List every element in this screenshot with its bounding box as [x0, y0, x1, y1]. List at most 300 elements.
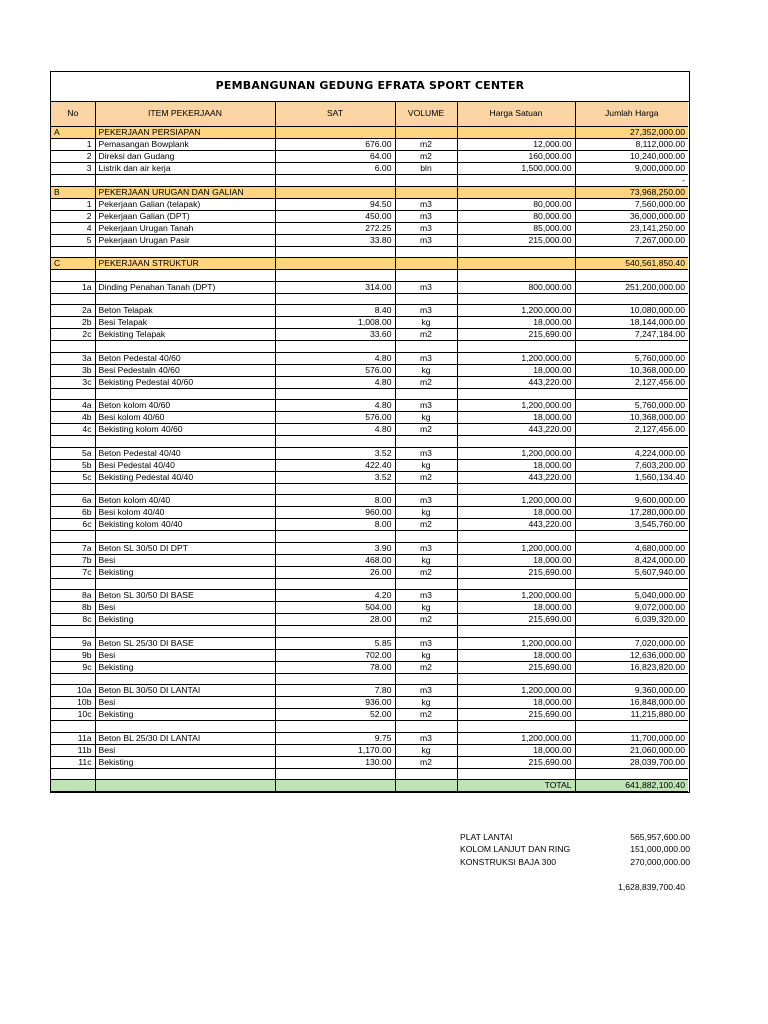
- row-item: [95, 293, 275, 305]
- header-item: ITEM PEKERJAAN: [95, 102, 275, 126]
- row-item: Beton Pedestal 40/60: [95, 352, 275, 364]
- row-jumlah-harga: 7,247,184.00: [575, 329, 688, 341]
- row-jumlah-harga: 641,882,100.40: [575, 780, 688, 792]
- row-harga-satuan: TOTAL: [457, 780, 575, 792]
- row-no: [51, 578, 95, 590]
- row-jumlah-harga: 7,603,200.00: [575, 459, 688, 471]
- row-no: 7a: [51, 542, 95, 554]
- row-volume: [395, 721, 457, 733]
- row-sat: 8.00: [275, 495, 395, 507]
- header-sat: SAT: [275, 102, 395, 126]
- row-item: Besi Telapak: [95, 317, 275, 329]
- table-row: [51, 495, 688, 507]
- row-sat: [275, 626, 395, 638]
- rab-table: [51, 102, 688, 792]
- table-row: [51, 685, 688, 697]
- row-harga-satuan: 18,000.00: [457, 602, 575, 614]
- row-volume: m3: [395, 732, 457, 744]
- row-harga-satuan: 215,690.00: [457, 566, 575, 578]
- row-jumlah-harga: 6,039,320.00: [575, 614, 688, 626]
- row-item: [95, 341, 275, 353]
- row-sat: 130.00: [275, 756, 395, 768]
- table-row: [51, 566, 688, 578]
- row-no: 3: [51, 162, 95, 174]
- table-row: [51, 388, 688, 400]
- table-row: [51, 293, 688, 305]
- row-item: Beton SL 30/50 DI DPT: [95, 542, 275, 554]
- row-volume: [395, 780, 457, 792]
- row-harga-satuan: 215,690.00: [457, 329, 575, 341]
- row-no: 10c: [51, 709, 95, 721]
- row-item: Dinding Penahan Tanah (DPT): [95, 281, 275, 293]
- row-jumlah-harga: 8,112,000.00: [575, 138, 688, 150]
- header-jumlah-harga: Jumlah Harga: [575, 102, 688, 126]
- row-harga-satuan: 443,220.00: [457, 471, 575, 483]
- table-row: [51, 744, 688, 756]
- header-volume: VOLUME: [395, 102, 457, 126]
- row-sat: [275, 186, 395, 198]
- row-volume: [395, 578, 457, 590]
- row-volume: [395, 341, 457, 353]
- row-no: 3c: [51, 376, 95, 388]
- row-volume: [395, 174, 457, 186]
- row-jumlah-harga: 16,848,000.00: [575, 697, 688, 709]
- row-volume: kg: [395, 412, 457, 424]
- row-item: PEKERJAAN URUGAN DAN GALIAN: [95, 186, 275, 198]
- table-row: [51, 281, 688, 293]
- row-sat: [275, 341, 395, 353]
- row-volume: [395, 246, 457, 258]
- row-jumlah-harga: 73,968,250.00: [575, 186, 688, 198]
- row-sat: 28.00: [275, 614, 395, 626]
- row-jumlah-harga: [575, 246, 688, 258]
- table-row: [51, 198, 688, 210]
- row-no: 7b: [51, 554, 95, 566]
- row-volume: m2: [395, 709, 457, 721]
- row-sat: 7.80: [275, 685, 395, 697]
- row-harga-satuan: 18,000.00: [457, 364, 575, 376]
- row-no: 1: [51, 198, 95, 210]
- row-sat: 936.00: [275, 697, 395, 709]
- row-harga-satuan: [457, 673, 575, 685]
- row-harga-satuan: [457, 246, 575, 258]
- row-item: Direksi dan Gudang: [95, 150, 275, 162]
- row-sat: 4.80: [275, 376, 395, 388]
- row-volume: kg: [395, 507, 457, 519]
- row-no: [51, 673, 95, 685]
- row-sat: 78.00: [275, 661, 395, 673]
- row-no: 3a: [51, 352, 95, 364]
- row-sat: 4.80: [275, 352, 395, 364]
- row-jumlah-harga: 9,000,000.00: [575, 162, 688, 174]
- row-harga-satuan: 215,690.00: [457, 661, 575, 673]
- row-sat: 468.00: [275, 554, 395, 566]
- row-harga-satuan: 1,200,000.00: [457, 305, 575, 317]
- table-row: [51, 471, 688, 483]
- row-jumlah-harga: 3,545,760.00: [575, 519, 688, 531]
- row-volume: kg: [395, 554, 457, 566]
- table-row: [51, 531, 688, 543]
- row-no: B: [51, 186, 95, 198]
- row-no: 4a: [51, 400, 95, 412]
- row-harga-satuan: 800,000.00: [457, 281, 575, 293]
- row-volume: m3: [395, 495, 457, 507]
- row-no: 9c: [51, 661, 95, 673]
- row-jumlah-harga: 17,280,000.00: [575, 507, 688, 519]
- row-jumlah-harga: 10,368,000.00: [575, 364, 688, 376]
- row-item: Besi Pedestaln 40/60: [95, 364, 275, 376]
- table-row: [51, 424, 688, 436]
- table-header-row: [51, 102, 688, 126]
- row-harga-satuan: 215,000.00: [457, 234, 575, 246]
- row-sat: [275, 436, 395, 448]
- row-jumlah-harga: [575, 626, 688, 638]
- row-harga-satuan: 18,000.00: [457, 744, 575, 756]
- row-item: Bekisting: [95, 661, 275, 673]
- row-volume: kg: [395, 364, 457, 376]
- table-row: [51, 721, 688, 733]
- table-body: [51, 126, 688, 792]
- row-jumlah-harga: 5,607,940.00: [575, 566, 688, 578]
- row-volume: m2: [395, 661, 457, 673]
- row-volume: [395, 270, 457, 282]
- row-volume: m3: [395, 637, 457, 649]
- row-jumlah-harga: 10,368,000.00: [575, 412, 688, 424]
- row-harga-satuan: 1,200,000.00: [457, 352, 575, 364]
- table-row: [51, 150, 688, 162]
- row-jumlah-harga: 28,039,700.00: [575, 756, 688, 768]
- row-item: [95, 780, 275, 792]
- summary-value: 270,000,000.00: [630, 856, 690, 867]
- row-no: 11b: [51, 744, 95, 756]
- row-no: 2: [51, 150, 95, 162]
- row-volume: m3: [395, 198, 457, 210]
- row-volume: m2: [395, 150, 457, 162]
- row-sat: [275, 531, 395, 543]
- sheet-title: PEMBANGUNAN GEDUNG EFRATA SPORT CENTER: [51, 72, 689, 102]
- row-item: [95, 246, 275, 258]
- row-no: [51, 293, 95, 305]
- row-sat: [275, 780, 395, 792]
- row-sat: 450.00: [275, 210, 395, 222]
- row-volume: m2: [395, 614, 457, 626]
- row-jumlah-harga: [575, 768, 688, 780]
- row-volume: m2: [395, 138, 457, 150]
- table-row: [51, 436, 688, 448]
- row-jumlah-harga: 7,267,000.00: [575, 234, 688, 246]
- row-no: [51, 388, 95, 400]
- row-item: Besi kolom 40/40: [95, 507, 275, 519]
- row-sat: 94.50: [275, 198, 395, 210]
- row-volume: m3: [395, 222, 457, 234]
- row-sat: 422.40: [275, 459, 395, 471]
- row-no: 6b: [51, 507, 95, 519]
- row-item: [95, 388, 275, 400]
- table-row: [51, 317, 688, 329]
- row-item: Beton Pedestal 40/40: [95, 447, 275, 459]
- row-harga-satuan: 1,200,000.00: [457, 685, 575, 697]
- row-sat: [275, 388, 395, 400]
- row-item: PEKERJAAN PERSIAPAN: [95, 126, 275, 138]
- row-item: Besi: [95, 697, 275, 709]
- row-no: 5a: [51, 447, 95, 459]
- row-no: 11a: [51, 732, 95, 744]
- total-row: [51, 780, 688, 792]
- row-no: 10a: [51, 685, 95, 697]
- row-item: Besi: [95, 649, 275, 661]
- row-harga-satuan: 1,200,000.00: [457, 590, 575, 602]
- row-volume: m2: [395, 376, 457, 388]
- row-volume: [395, 293, 457, 305]
- row-sat: 702.00: [275, 649, 395, 661]
- row-no: 3b: [51, 364, 95, 376]
- row-sat: 3.90: [275, 542, 395, 554]
- row-harga-satuan: [457, 270, 575, 282]
- table-row: [51, 341, 688, 353]
- row-no: [51, 780, 95, 792]
- row-jumlah-harga: [575, 483, 688, 495]
- row-item: Beton kolom 40/40: [95, 495, 275, 507]
- row-jumlah-harga: 251,200,000.00: [575, 281, 688, 293]
- row-harga-satuan: [457, 126, 575, 138]
- row-harga-satuan: 18,000.00: [457, 317, 575, 329]
- row-item: Beton BL 25/30 DI LANTAI: [95, 732, 275, 744]
- row-sat: 6.00: [275, 162, 395, 174]
- table-row: [51, 459, 688, 471]
- row-no: 1a: [51, 281, 95, 293]
- table-row: [51, 174, 688, 186]
- row-item: [95, 483, 275, 495]
- table-row: [51, 637, 688, 649]
- row-sat: [275, 270, 395, 282]
- summary-row: [460, 843, 690, 855]
- table-row: [51, 270, 688, 282]
- row-volume: bln: [395, 162, 457, 174]
- row-jumlah-harga: 7,020,000.00: [575, 637, 688, 649]
- row-jumlah-harga: 1,560,134.40: [575, 471, 688, 483]
- row-no: [51, 270, 95, 282]
- row-jumlah-harga: 4,680,000.00: [575, 542, 688, 554]
- row-harga-satuan: 215,690.00: [457, 756, 575, 768]
- table-row: [51, 162, 688, 174]
- row-volume: [395, 626, 457, 638]
- row-volume: [395, 258, 457, 270]
- row-item: Besi: [95, 744, 275, 756]
- row-no: 4: [51, 222, 95, 234]
- row-jumlah-harga: 11,700,000.00: [575, 732, 688, 744]
- row-harga-satuan: 18,000.00: [457, 412, 575, 424]
- row-no: [51, 768, 95, 780]
- row-item: Pekerjaan Urugan Pasir: [95, 234, 275, 246]
- row-sat: 3.52: [275, 447, 395, 459]
- row-item: Bekisting: [95, 566, 275, 578]
- row-jumlah-harga: [575, 270, 688, 282]
- row-jumlah-harga: 2,127,456.00: [575, 376, 688, 388]
- row-harga-satuan: 80,000.00: [457, 210, 575, 222]
- table-row: [51, 329, 688, 341]
- row-item: Beton SL 25/30 DI BASE: [95, 637, 275, 649]
- row-harga-satuan: 18,000.00: [457, 697, 575, 709]
- row-sat: 4.80: [275, 424, 395, 436]
- row-volume: m2: [395, 471, 457, 483]
- table-row: [51, 138, 688, 150]
- row-no: A: [51, 126, 95, 138]
- row-sat: 5.85: [275, 637, 395, 649]
- row-item: Besi Pedestal 40/40: [95, 459, 275, 471]
- row-item: [95, 270, 275, 282]
- row-no: 9b: [51, 649, 95, 661]
- row-no: 4b: [51, 412, 95, 424]
- row-sat: 52.00: [275, 709, 395, 721]
- row-volume: m3: [395, 685, 457, 697]
- summary-row: [460, 831, 690, 843]
- row-volume: m3: [395, 542, 457, 554]
- row-sat: [275, 578, 395, 590]
- row-harga-satuan: [457, 341, 575, 353]
- summary-value: 565,957,600.00: [630, 832, 690, 842]
- row-item: [95, 531, 275, 543]
- row-no: 2c: [51, 329, 95, 341]
- row-volume: kg: [395, 744, 457, 756]
- row-volume: [395, 436, 457, 448]
- row-jumlah-harga: 5,040,000.00: [575, 590, 688, 602]
- row-volume: m3: [395, 281, 457, 293]
- rab-sheet: [50, 71, 690, 793]
- row-sat: [275, 258, 395, 270]
- row-sat: [275, 768, 395, 780]
- row-sat: 1,170.00: [275, 744, 395, 756]
- summary-label: PLAT LANTAI: [460, 832, 513, 842]
- row-volume: [395, 388, 457, 400]
- row-volume: [395, 126, 457, 138]
- row-harga-satuan: 18,000.00: [457, 507, 575, 519]
- table-row: [51, 626, 688, 638]
- row-sat: 576.00: [275, 412, 395, 424]
- row-jumlah-harga: 9,072,000.00: [575, 602, 688, 614]
- row-no: 8c: [51, 614, 95, 626]
- section-row: [51, 126, 688, 138]
- row-jumlah-harga: 16,823,820.00: [575, 661, 688, 673]
- row-jumlah-harga: [575, 388, 688, 400]
- row-harga-satuan: [457, 436, 575, 448]
- row-jumlah-harga: [575, 531, 688, 543]
- row-no: [51, 174, 95, 186]
- row-harga-satuan: 18,000.00: [457, 649, 575, 661]
- row-jumlah-harga: [575, 293, 688, 305]
- row-harga-satuan: 85,000.00: [457, 222, 575, 234]
- row-sat: 576.00: [275, 364, 395, 376]
- row-sat: 272.25: [275, 222, 395, 234]
- row-harga-satuan: 1,200,000.00: [457, 495, 575, 507]
- row-item: Beton SL 30/50 DI BASE: [95, 590, 275, 602]
- row-no: 4c: [51, 424, 95, 436]
- row-no: 9a: [51, 637, 95, 649]
- row-harga-satuan: [457, 721, 575, 733]
- row-item: Besi kolom 40/60: [95, 412, 275, 424]
- table-row: [51, 352, 688, 364]
- row-harga-satuan: 1,200,000.00: [457, 542, 575, 554]
- row-harga-satuan: [457, 578, 575, 590]
- row-no: [51, 721, 95, 733]
- row-item: Pekerjaan Galian (DPT): [95, 210, 275, 222]
- summary-label: KONSTRUKSI BAJA 300: [460, 856, 556, 867]
- row-harga-satuan: [457, 768, 575, 780]
- row-item: [95, 673, 275, 685]
- row-sat: 1,008.00: [275, 317, 395, 329]
- summary-value: 151,000,000.00: [630, 844, 690, 855]
- row-sat: 4.80: [275, 400, 395, 412]
- table-row: [51, 768, 688, 780]
- row-jumlah-harga: [575, 436, 688, 448]
- row-volume: kg: [395, 317, 457, 329]
- table-row: [51, 732, 688, 744]
- row-harga-satuan: 12,000.00: [457, 138, 575, 150]
- table-row: [51, 234, 688, 246]
- table-row: [51, 376, 688, 388]
- row-jumlah-harga: [575, 341, 688, 353]
- row-harga-satuan: 18,000.00: [457, 554, 575, 566]
- row-no: 7c: [51, 566, 95, 578]
- row-item: [95, 578, 275, 590]
- row-item: Beton BL 30/50 DI LANTAI: [95, 685, 275, 697]
- row-volume: m3: [395, 352, 457, 364]
- row-volume: [395, 768, 457, 780]
- row-volume: [395, 531, 457, 543]
- table-row: [51, 364, 688, 376]
- row-harga-satuan: [457, 258, 575, 270]
- row-item: Bekisting Pedestal 40/60: [95, 376, 275, 388]
- row-jumlah-harga: [575, 673, 688, 685]
- table-row: [51, 542, 688, 554]
- table-row: [51, 554, 688, 566]
- row-volume: kg: [395, 602, 457, 614]
- row-sat: 9.75: [275, 732, 395, 744]
- table-row: [51, 602, 688, 614]
- table-row: [51, 709, 688, 721]
- row-volume: m2: [395, 756, 457, 768]
- row-item: Beton kolom 40/60: [95, 400, 275, 412]
- row-no: [51, 436, 95, 448]
- table-row: [51, 673, 688, 685]
- table-row: [51, 305, 688, 317]
- row-sat: [275, 293, 395, 305]
- row-sat: [275, 673, 395, 685]
- row-jumlah-harga: 27,352,000.00: [575, 126, 688, 138]
- row-harga-satuan: [457, 174, 575, 186]
- row-volume: m3: [395, 234, 457, 246]
- row-volume: [395, 483, 457, 495]
- row-jumlah-harga: 10,080,000.00: [575, 305, 688, 317]
- row-no: 2b: [51, 317, 95, 329]
- row-no: 2a: [51, 305, 95, 317]
- row-volume: m3: [395, 590, 457, 602]
- row-harga-satuan: 160,000.00: [457, 150, 575, 162]
- row-harga-satuan: 80,000.00: [457, 198, 575, 210]
- row-harga-satuan: 1,200,000.00: [457, 732, 575, 744]
- row-jumlah-harga: 5,760,000.00: [575, 352, 688, 364]
- row-sat: 26.00: [275, 566, 395, 578]
- table-row: [51, 400, 688, 412]
- row-harga-satuan: 18,000.00: [457, 459, 575, 471]
- table-row: [51, 246, 688, 258]
- row-no: 2: [51, 210, 95, 222]
- row-volume: [395, 673, 457, 685]
- table-row: [51, 483, 688, 495]
- row-volume: m3: [395, 210, 457, 222]
- row-jumlah-harga: [575, 578, 688, 590]
- row-sat: 3.52: [275, 471, 395, 483]
- row-harga-satuan: 1,500,000.00: [457, 162, 575, 174]
